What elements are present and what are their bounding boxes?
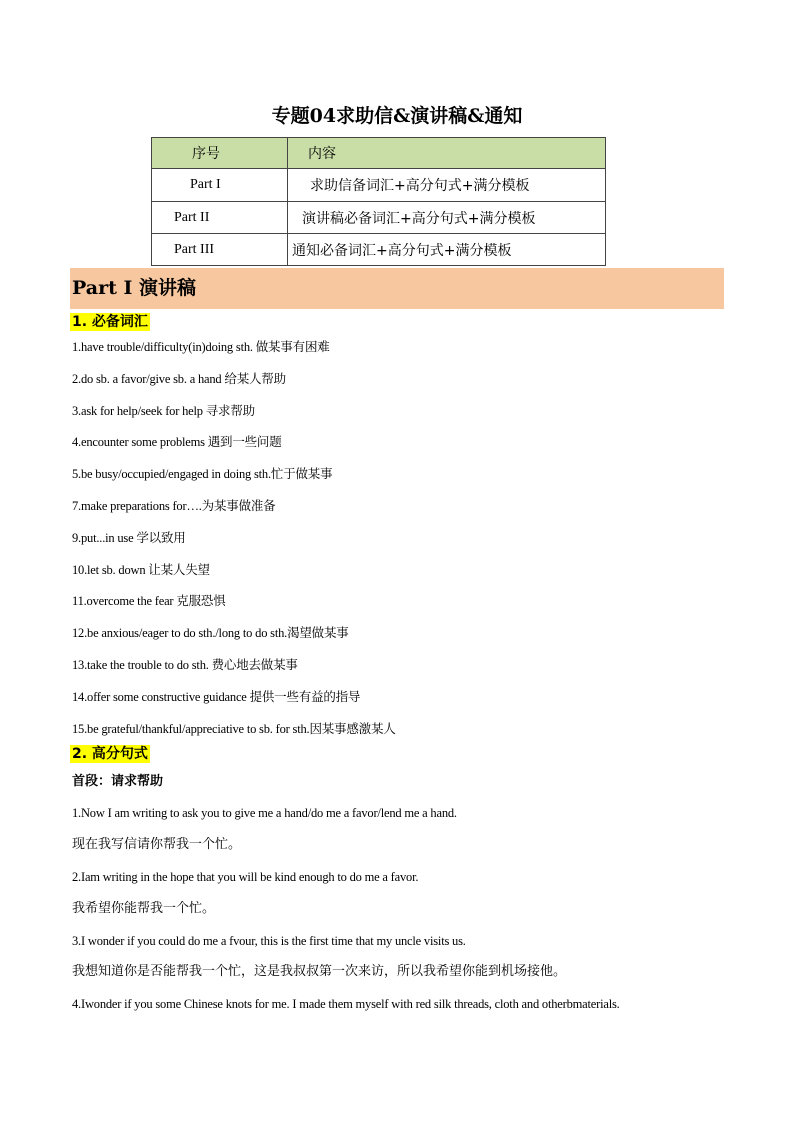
table-header-cell	[288, 138, 606, 169]
table-cell	[288, 169, 606, 202]
vocab-item: 13.take the trouble to do sth. 费心地去做某事	[72, 658, 298, 672]
sentences-heading: 2. 高分句式	[72, 746, 148, 762]
page-title: 专题04求助信&演讲稿&通知	[271, 105, 523, 127]
sentence-en: 1.Now I am writing to ask you to give me a hand/do me a favor/lend me a hand.	[72, 806, 457, 820]
row-number: Part II	[174, 209, 210, 225]
row-content: 求助信备词汇+高分句式+满分模板	[310, 178, 530, 194]
vocab-item: 12.be anxious/eager to do sth./long to do sth.渴望做某事	[72, 626, 349, 640]
sub-heading: 首段：请求帮助	[72, 774, 164, 789]
vocab-item: 1.have trouble/difficulty(in)doing sth. 做某事有困难	[72, 340, 330, 354]
table-cell	[288, 202, 606, 234]
vocab-item: 4.encounter some problems 遇到一些问题	[72, 435, 282, 449]
vocab-item: 11.overcome the fear 克服恐惧	[72, 594, 226, 608]
vocab-heading: 1. 必备词汇	[72, 314, 148, 330]
table-cell	[152, 202, 288, 234]
table-row	[152, 169, 606, 202]
header-content: 内容	[308, 146, 336, 162]
section-title: Part I 演讲稿	[72, 277, 196, 299]
vocab-item: 3.ask for help/seek for help 寻求帮助	[72, 404, 255, 418]
vocab-item: 2.do sb. a favor/give sb. a hand 给某人帮助	[72, 372, 286, 386]
row-number: Part III	[174, 241, 215, 257]
table-row	[152, 234, 606, 266]
table-cell	[152, 169, 288, 202]
sentence-en: 4.Iwonder if you some Chinese knots for me. I made them myself with red silk threads, cloth and otherbmaterials.	[72, 997, 620, 1011]
header-number: 序号	[192, 146, 220, 162]
sentence-cn: 我想知道你是否能帮我一个忙，这是我叔叔第一次来访，所以我希望你能到机场接他。	[72, 964, 567, 979]
table-cell	[152, 234, 288, 266]
sentence-cn: 现在我写信请你帮我一个忙。	[72, 837, 242, 852]
table-cell	[288, 234, 606, 266]
vocab-item: 14.offer some constructive guidance 提供一些有益的指导	[72, 690, 361, 704]
table-row	[152, 202, 606, 234]
row-content: 通知必备词汇+高分句式+满分模板	[292, 242, 512, 259]
sentence-en: 3.I wonder if you could do me a fvour, this is the first time that my uncle visits us.	[72, 934, 466, 948]
row-number: Part I	[190, 177, 221, 192]
contents-table	[151, 137, 606, 266]
vocab-item: 9.put...in use 学以致用	[72, 531, 186, 545]
sentence-cn: 我希望你能帮我一个忙。	[72, 901, 216, 916]
table-header-cell	[152, 138, 288, 169]
vocab-item: 10.let sb. down 让某人失望	[72, 563, 210, 577]
vocab-item: 15.be grateful/thankful/appreciative to sb. for sth.因某事感激某人	[72, 722, 396, 736]
vocab-item: 5.be busy/occupied/engaged in doing sth.忙于做某事	[72, 467, 333, 481]
section-header	[70, 268, 724, 309]
table-header-row	[152, 138, 606, 169]
sentence-en: 2.Iam writing in the hope that you will be kind enough to do me a favor.	[72, 870, 419, 884]
row-content: 演讲稿必备词汇+高分句式+满分模板	[302, 210, 536, 227]
vocab-item: 7.make preparations for….为某事做准备	[72, 499, 276, 513]
